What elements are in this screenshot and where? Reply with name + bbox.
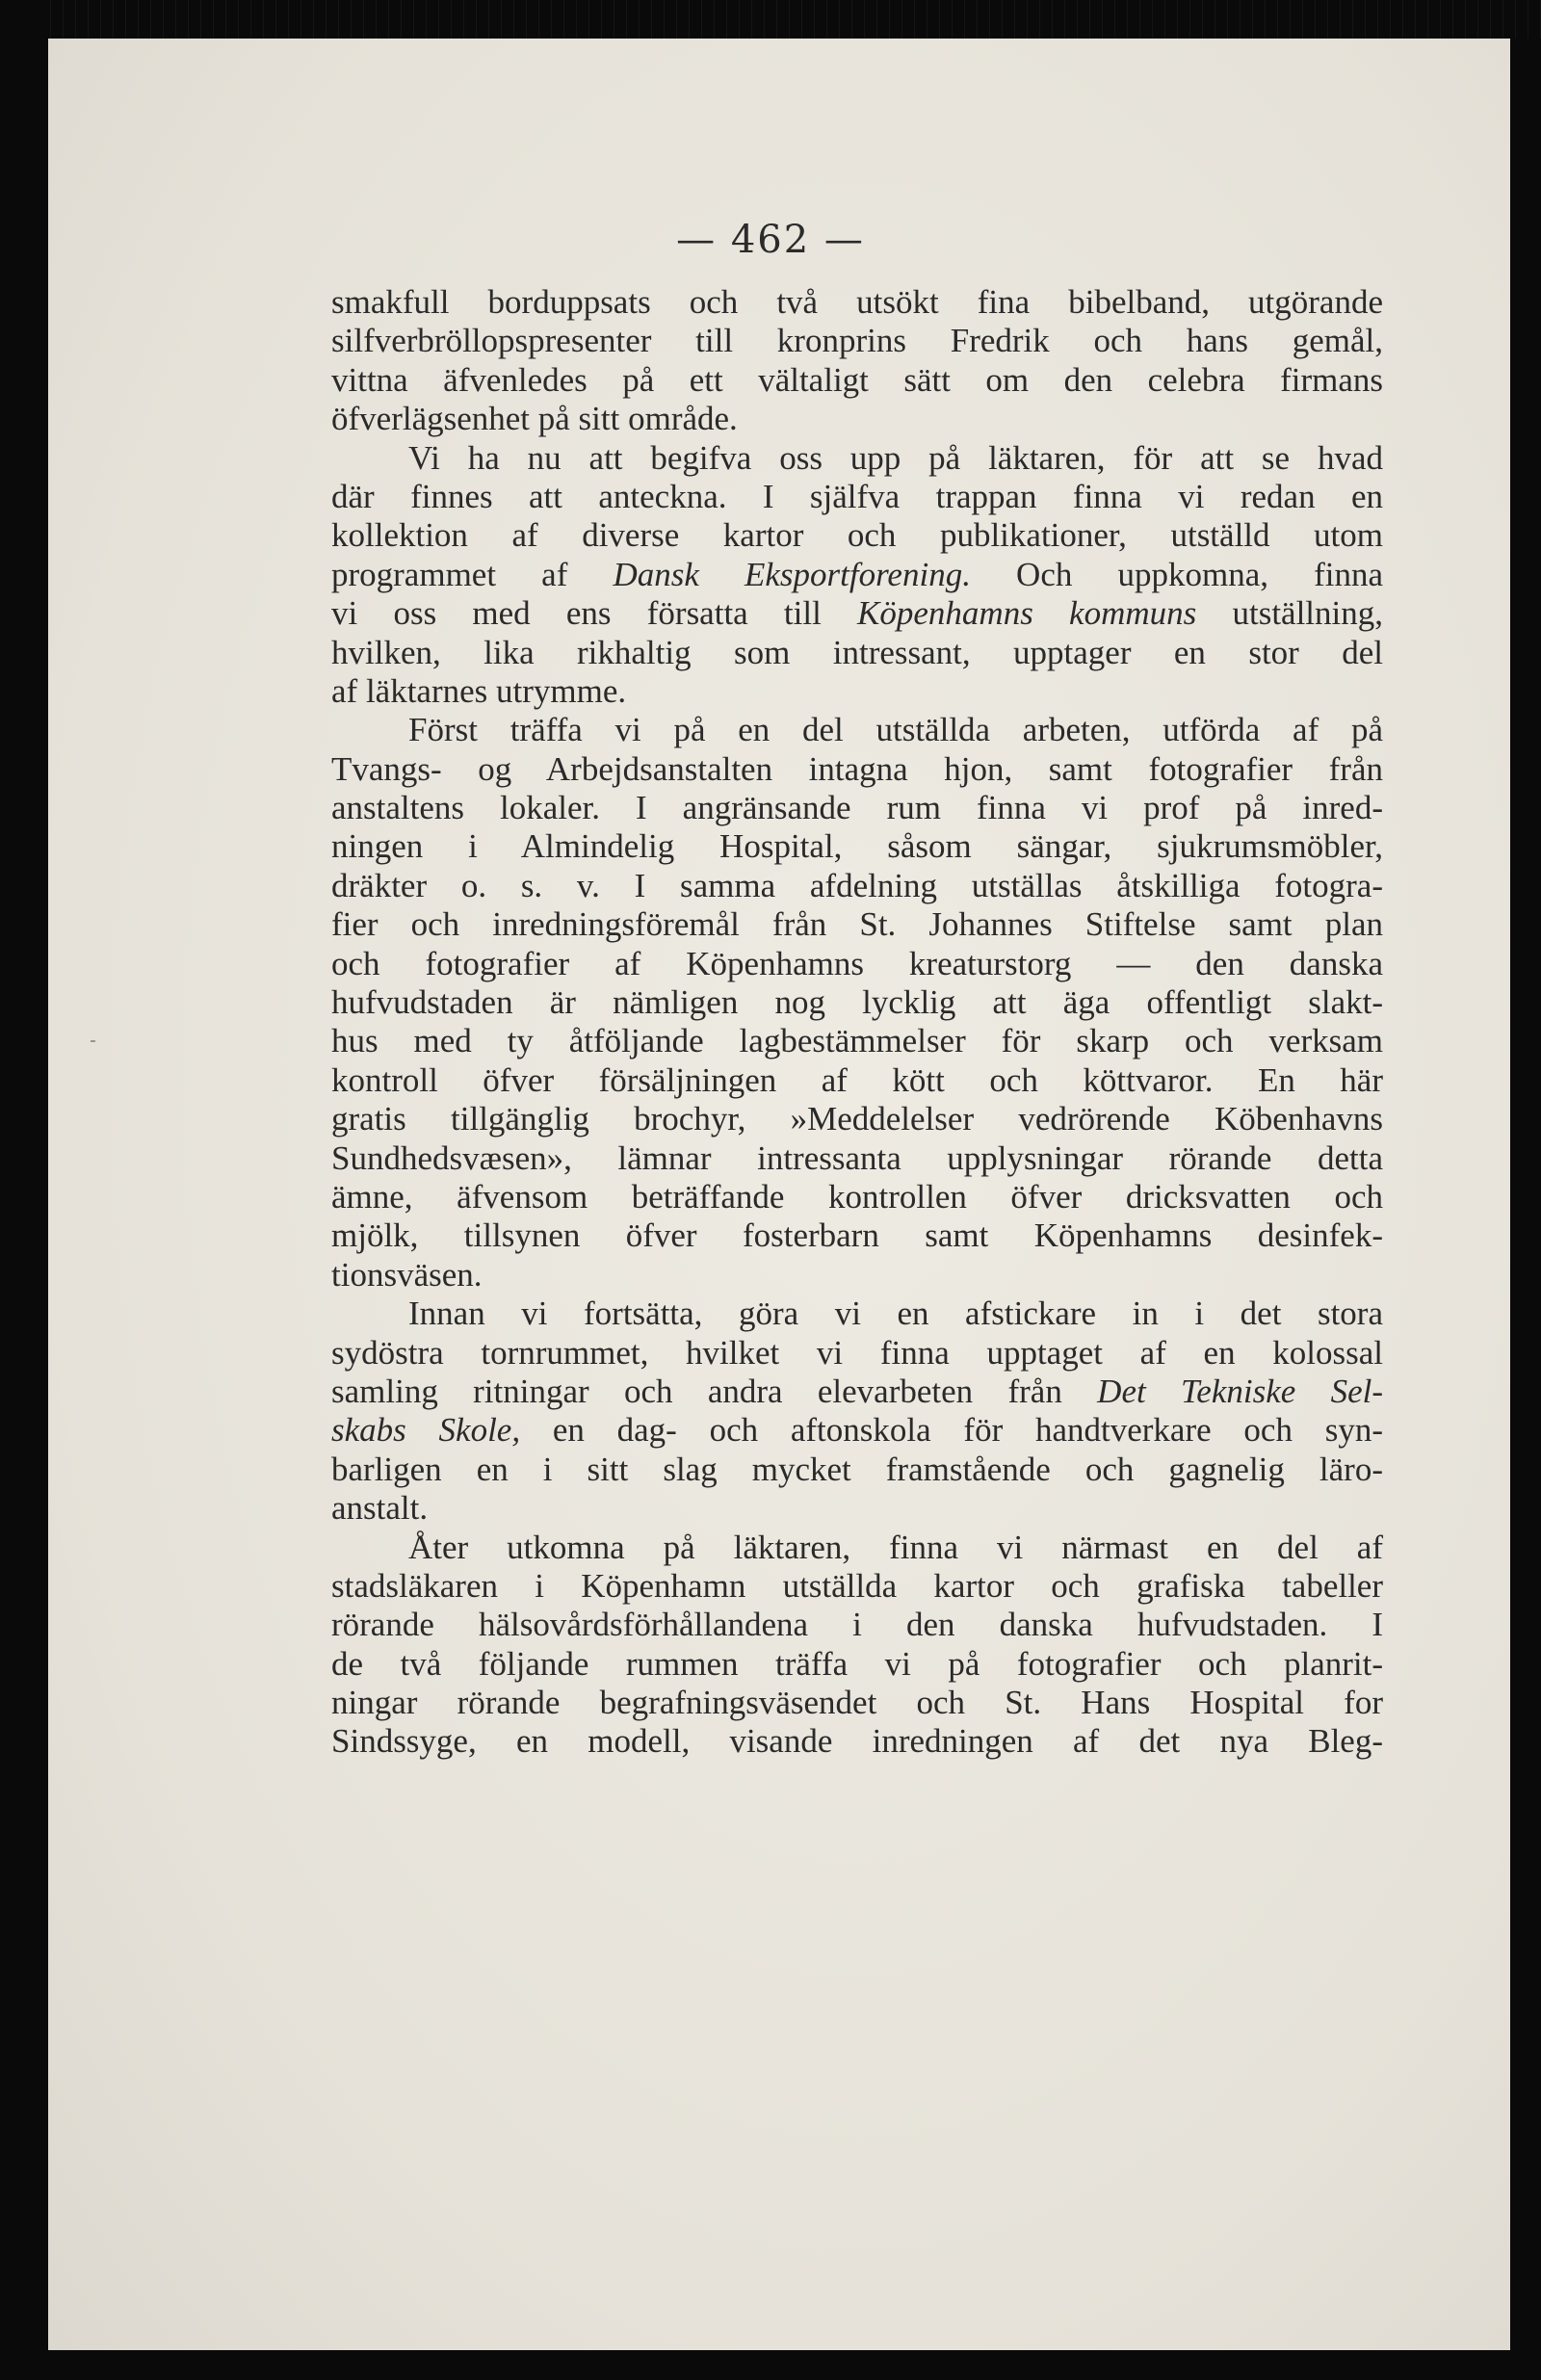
- italic-text-segment: skabs Skole,: [331, 1411, 521, 1450]
- text-segment: Sundhedsvæsen», lämnar intressanta upplysningar rörande detta: [331, 1138, 1383, 1177]
- text-line: [331, 556, 1383, 594]
- text-line: [331, 1606, 1383, 1644]
- text-segment: barligen en i sitt slag mycket framstående och gagnelig läro-: [331, 1450, 1383, 1488]
- scan-border-top: [39, 0, 1541, 39]
- text-line: [331, 516, 1383, 555]
- text-segment: utställning,: [1196, 594, 1383, 633]
- text-line: [331, 1684, 1383, 1722]
- text-line: [331, 1529, 1383, 1567]
- page-number-header: — 462 —: [676, 218, 865, 262]
- italic-text-segment: Dansk Eksportforening.: [613, 555, 971, 593]
- text-segment: silfverbröllopspresenter till kronprins Fredrik och hans gemål,: [331, 322, 1383, 360]
- text-line: [331, 1645, 1383, 1684]
- text-line: [331, 634, 1383, 672]
- body-text: [331, 283, 1383, 1762]
- text-segment: ämne, äfvensom beträffande kontrollen öfver dricksvatten och: [331, 1177, 1383, 1216]
- text-line: [331, 1216, 1383, 1255]
- text-segment: en dag- och aftonskola för handtverkare och syn-: [520, 1411, 1383, 1450]
- text-line: [331, 905, 1383, 944]
- text-segment: stadsläkaren i Köpenhamn utställda kartor och grafiska tabeller: [331, 1566, 1383, 1605]
- text-segment: sydöstra tornrummet, hvilket vi finna upptaget af en kolossal: [331, 1333, 1383, 1372]
- text-segment: Och uppkomna, finna: [970, 555, 1384, 593]
- text-segment: rörande hälsovårdsförhållandena i den danska hufvudstaden. I: [331, 1606, 1383, 1644]
- text-segment: vittna äfvenledes på ett vältaligt sätt om den celebra firmans: [331, 360, 1383, 399]
- text-line: [331, 1334, 1383, 1373]
- text-line: [331, 439, 1383, 478]
- text-line: [331, 478, 1383, 516]
- text-segment: där finnes att anteckna. I själfva trappan finna vi redan en: [331, 477, 1383, 515]
- text-segment: Åter utkomna på läktaren, finna vi närmast en del af: [408, 1528, 1383, 1566]
- text-segment: anstaltens lokaler. I angränsande rum finna vi prof på inred-: [331, 789, 1383, 827]
- text-segment: hus med ty åtföljande lagbestämmelser för skarp och verksam: [331, 1022, 1383, 1060]
- text-segment: öfverlägsenhet på sitt område.: [331, 400, 738, 438]
- text-line: [331, 1373, 1383, 1411]
- text-line: [331, 827, 1383, 866]
- text-line: [331, 1022, 1383, 1060]
- text-line: [331, 1489, 1383, 1528]
- text-segment: Först träffa vi på en del utställda arbeten, utförda af på: [408, 711, 1383, 749]
- text-segment: fier och inredningsföremål från St. Johannes Stiftelse samt plan: [331, 905, 1383, 944]
- text-segment: samling ritningar och andra elevarbeten från: [331, 1372, 1098, 1410]
- text-segment: vi oss med ens försatta till: [331, 594, 858, 633]
- text-segment: ningen i Almindelig Hospital, såsom sängar, sjukrumsmöbler,: [331, 827, 1383, 866]
- text-line: [331, 361, 1383, 400]
- italic-text-segment: Köpenhamns kommuns: [857, 594, 1197, 633]
- text-segment: anstalt.: [331, 1489, 429, 1528]
- text-line: [331, 750, 1383, 789]
- text-line: [331, 1178, 1383, 1216]
- text-segment: och fotografier af Köpenhamns kreaturstorg — den danska: [331, 944, 1383, 982]
- text-line: [331, 283, 1383, 322]
- text-segment: mjölk, tillsynen öfver fosterbarn samt Köpenhamns desinfek-: [331, 1216, 1383, 1255]
- text-line: [331, 1567, 1383, 1606]
- text-segment: hufvudstaden är nämligen nog lycklig att äga offentligt slakt-: [331, 983, 1383, 1022]
- italic-text-segment: Det Tekniske Sel-: [1097, 1372, 1384, 1410]
- text-segment: kollektion af diverse kartor och publikationer, utställd utom: [331, 516, 1383, 555]
- text-line: [331, 400, 1383, 438]
- text-line: [331, 867, 1383, 905]
- text-segment: Tvangs- og Arbejdsanstalten intagna hjon, samt fotografier från: [331, 749, 1383, 788]
- text-line: [331, 983, 1383, 1022]
- text-line: [331, 1139, 1383, 1178]
- text-line: [331, 711, 1383, 749]
- text-line: [331, 945, 1383, 983]
- text-segment: Sindssyge, en modell, visande inredningen af det nya Bleg-: [331, 1722, 1383, 1761]
- text-segment: ningar rörande begrafningsväsendet och St. Hans Hospital for: [331, 1684, 1383, 1722]
- text-segment: de två följande rummen träffa vi på fotografier och planrit-: [331, 1644, 1383, 1683]
- text-segment: tionsväsen.: [331, 1255, 483, 1294]
- text-line: [331, 594, 1383, 633]
- text-segment: af läktarnes utrymme.: [331, 671, 627, 710]
- text-segment: hvilken, lika rikhaltig som intressant, upptager en stor del: [331, 633, 1383, 671]
- text-line: [331, 1451, 1383, 1489]
- text-segment: dräkter o. s. v. I samma afdelning utställas åtskilliga fotogra-: [331, 866, 1383, 904]
- text-line: [331, 1295, 1383, 1333]
- text-segment: smakfull borduppsats och två utsökt fina bibelband, utgörande: [331, 283, 1383, 321]
- text-line: [331, 1061, 1383, 1100]
- text-segment: kontroll öfver försäljningen af kött och köttvaror. En här: [331, 1060, 1383, 1099]
- text-line: [331, 1100, 1383, 1138]
- text-line: [331, 672, 1383, 711]
- text-line: [331, 1256, 1383, 1295]
- page-edge-mark: [91, 1040, 95, 1042]
- text-segment: programmet af: [331, 555, 614, 593]
- text-line: [331, 1411, 1383, 1450]
- text-segment: Vi ha nu att begifva oss upp på läktaren, för att se hvad: [408, 438, 1383, 477]
- text-segment: Innan vi fortsätta, göra vi en afstickare in i det stora: [408, 1295, 1383, 1333]
- text-segment: gratis tillgänglig brochyr, »Meddelelser vedrörende Köbenhavns: [331, 1100, 1383, 1138]
- text-line: [331, 1722, 1383, 1761]
- text-line: [331, 789, 1383, 827]
- text-line: [331, 322, 1383, 360]
